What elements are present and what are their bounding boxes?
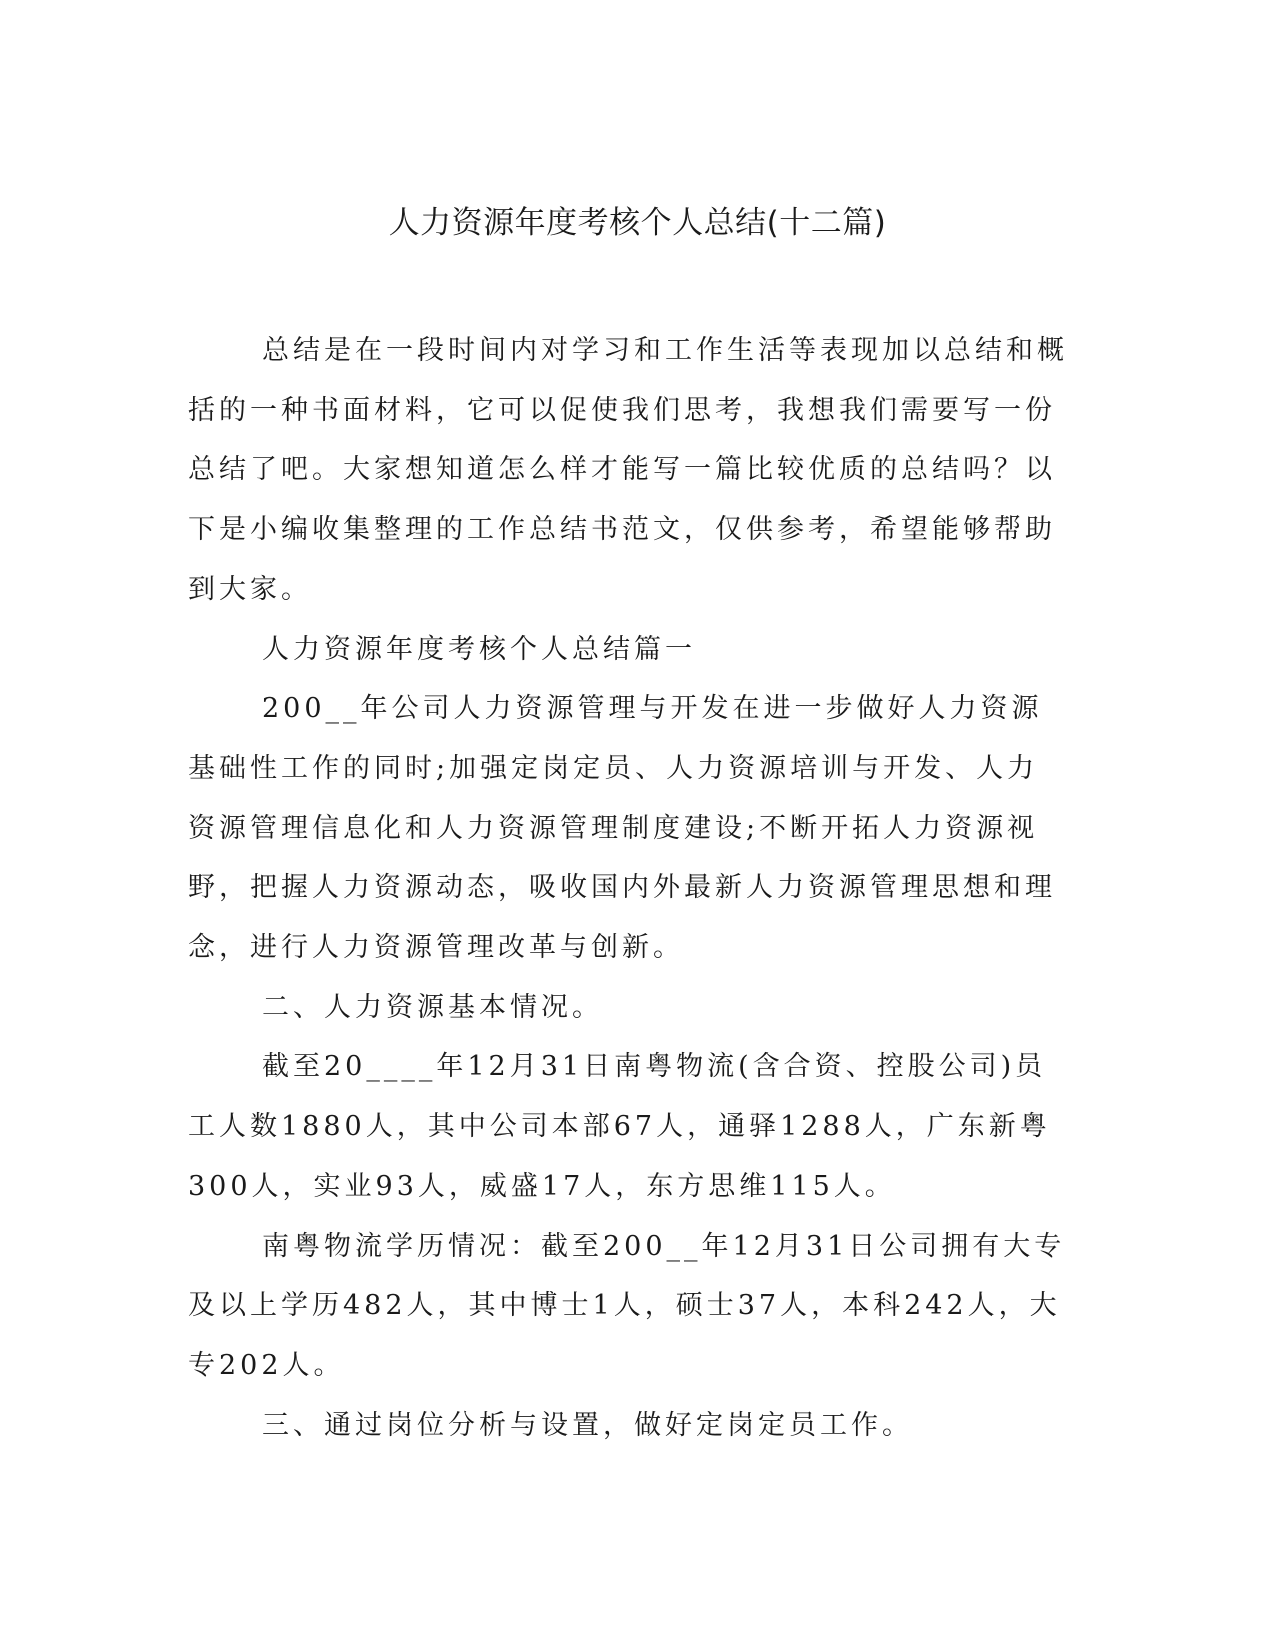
hr-overview-paragraph: 200__年公司人力资源管理与开发在进一步做好人力资源基础性工作的同时;加强定岗定员、人力资源培训与开发、人力资源管理信息化和人力资源管理制度建设;不断开拓人力资源视野，把握人力资源动态，吸收国内外最新人力资源管理思想和理念，进行人力资源管理改革与创新。 bbox=[188, 693, 1056, 964]
intro-paragraph: 总结是在一段时间内对学习和工作生活等表现加以总结和概括的一种书面材料，它可以促使我们思考，我想我们需要写一份总结了吧。大家想知道怎么样才能写一篇比较优质的总结吗？以下是小编收集整理的工作总结书范文，仅供参考，希望能够帮助到大家。 bbox=[188, 335, 1068, 605]
document-body bbox=[188, 321, 1068, 1455]
section-heading-job-analysis: 三、通过岗位分析与设置，做好定岗定员工作。 bbox=[262, 1409, 913, 1441]
employee-count-paragraph: 截至20____年12月31日南粤物流(含合资、控股公司)员工人数1880人，其中公司本部67人，通驿1288人，广东新粤300人，实业93人，威盛17人，东方思维115人。 bbox=[188, 1051, 1051, 1202]
section-heading-part-one: 人力资源年度考核个人总结篇一 bbox=[262, 633, 696, 665]
education-paragraph: 南粤物流学历情况：截至200__年12月31日公司拥有大专及以上学历482人，其中博士1人，硕士37人，本科242人，大专202人。 bbox=[188, 1230, 1066, 1381]
document-title: 人力资源年度考核个人总结(十二篇) bbox=[388, 205, 887, 241]
section-heading-basic-situation: 二、人力资源基本情况。 bbox=[262, 991, 603, 1023]
